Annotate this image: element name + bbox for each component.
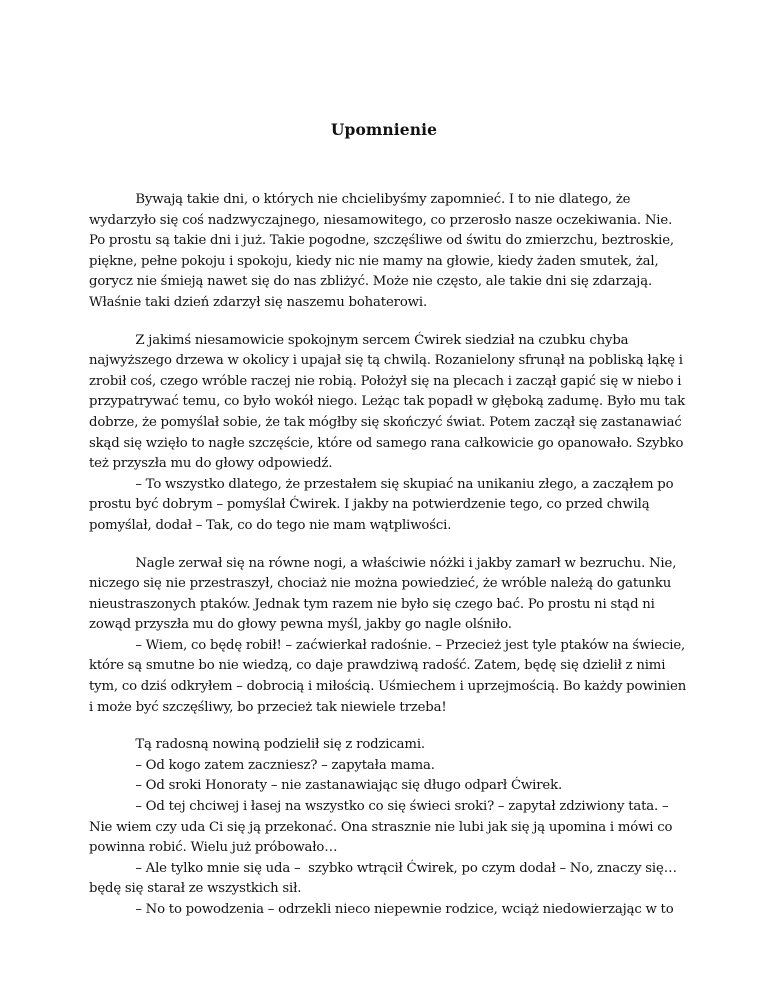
text-line: – Od tej chciwej i łasej na wszystko co się świeci sroki? – zapytał zdziwiony tata. – xyxy=(89,799,669,815)
text-line: – To wszystko dlatego, że przestałem się skupiać na unikaniu złego, a zacząłem po xyxy=(89,476,674,492)
text-line: Z jakimś niesamowicie spokojnym sercem Ćwirek siedział na czubku chyba xyxy=(89,332,629,348)
text-line: Właśnie taki dzień zdarzył się naszemu bohaterowi. xyxy=(89,294,428,310)
text-line: pomyślał, dodał – Tak, co do tego nie mam wątpliwości. xyxy=(89,517,452,533)
text-line: – No to powodzenia – odrzekli nieco niepewnie rodzice, wciąż niedowierzając w to xyxy=(89,902,674,917)
paragraph xyxy=(89,190,677,314)
text-line: Bywają takie dni, o których nie chcielibyśmy zapomnieć. I to nie dlatego, że xyxy=(89,192,631,207)
document-body xyxy=(89,190,687,938)
text-line: gorycz nie śmieją nawet się do nas zbliżyć. Może nie często, ale takie dni się zdarzają. xyxy=(89,274,653,290)
text-line: Po prostu są takie dni i już. Takie pogodne, szczęśliwe od świtu do zmierzchu, beztroskie, xyxy=(89,233,674,249)
text-line: też przyszła mu do głowy odpowiedź. xyxy=(89,456,333,472)
text-line: będę się starał ze wszystkich sił. xyxy=(89,881,302,897)
text-line: zowąd przyszła mu do głowy pewna myśl, jakby go nagle olśniło. xyxy=(89,617,512,633)
text-line: nieustraszonych ptaków. Jednak tym razem nie było się czego bać. Po prostu ni stąd ni xyxy=(89,596,655,612)
text-line: prostu być dobrym – pomyślał Ćwirek. I jakby na potwierdzenie tego, co przed chwilą xyxy=(89,497,650,513)
text-line: – Od kogo zatem zaczniesz? – zapytała mama. xyxy=(89,757,435,773)
text-line: Nie wiem czy uda Ci się ją przekonać. Ona strasznie nie lubi jak się ją upomina i mówi co xyxy=(89,819,673,835)
text-line: przypatrywać temu, co było wokół niego. Leżąc tak popadł w głęboką zadumę. Było mu tak xyxy=(89,394,686,410)
text-line: niczego się nie przestraszył, chociaż nie można powiedzieć, że wróble należą do gatunku xyxy=(89,576,672,592)
text-line: Nagle zerwał się na równe nogi, a właściwie nóżki i jakby zamarł w bezruchu. Nie, xyxy=(89,555,677,571)
text-line: dobrze, że pomyślał sobie, że tak mógłby się skończyć świat. Potem zaczął się zastanawiać xyxy=(89,414,682,430)
paragraph xyxy=(89,331,686,537)
text-line: tym, co dziś odkryłem – dobrocią i miłością. Uśmiechem i uprzejmością. Bo każdy powinien xyxy=(89,679,687,695)
text-line: Tą radosną nowiną podzielił się z rodzicami. xyxy=(89,737,425,753)
text-line: – Wiem, co będę robił! – zaćwierkał radośnie. – Przecież jest tyle ptaków na świecie, xyxy=(89,637,686,653)
paragraph xyxy=(89,735,677,920)
text-line: i może być szczęśliwy, bo przecież tak niewiele trzeba! xyxy=(89,699,447,715)
text-line: – Ale tylko mnie się uda – szybko wtrącił Ćwirek, po czym dodał – No, znaczy się… xyxy=(89,860,677,876)
text-line: piękne, pełne pokoju i spokoju, kiedy nic nie mamy na głowie, kiedy żaden smutek, żal, xyxy=(89,253,659,269)
paragraph xyxy=(89,554,687,719)
text-line: powinna robić. Wielu już próbowało… xyxy=(89,840,338,856)
document-title: Upomnienie xyxy=(330,120,438,139)
text-line: wydarzyło się coś nadzwyczajnego, niesamowitego, co przerosło nasze oczekiwania. Nie. xyxy=(89,212,673,228)
text-line: które są smutne bo nie wiedzą, co daje prawdziwą radość. Zatem, będę się dzielił z nimi xyxy=(89,658,666,674)
text-line: najwyższego drzewa w okolicy i upajał się tą chwilą. Rozanielony sfrunął na pobliską łąkę i xyxy=(89,353,683,369)
text-line: skąd się wzięło to nagłe szczęście, które od samego rana całkowicie go opanowało. Szybko xyxy=(89,435,684,451)
text-line: – Od sroki Honoraty – nie zastanawiając się długo odparł Ćwirek. xyxy=(89,778,563,794)
text-line: zrobił coś, czego wróble raczej nie robią. Położył się na plecach i zaczął gapić się w niebo i xyxy=(89,373,682,389)
